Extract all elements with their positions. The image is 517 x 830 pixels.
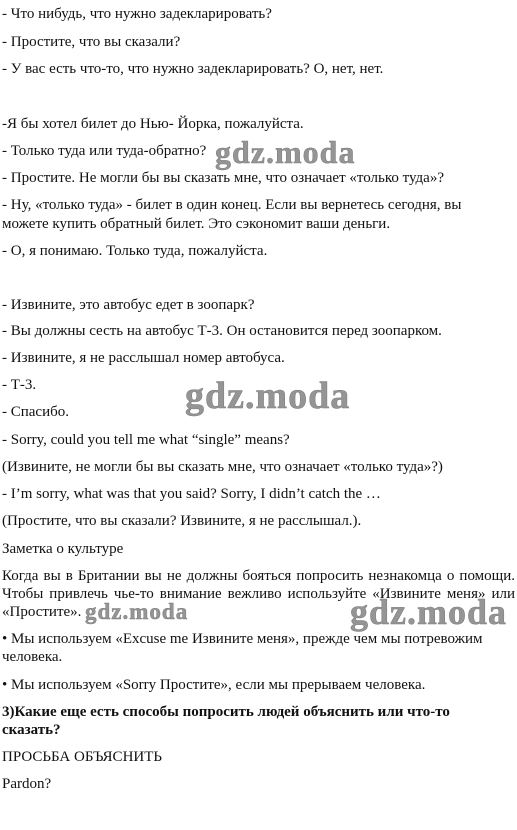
phrase-translation: (Простите, что вы сказали? Извините, я не расслышал.).	[2, 513, 362, 529]
dialogue-line: - Т-3.	[2, 377, 37, 393]
phrase-translation: (Извините, не могли бы вы сказать мне, что означает «только туда»?)	[2, 459, 443, 475]
dialogue-line: - Что нибудь, что нужно задекларировать?	[2, 6, 272, 22]
task-answer: Pardon?	[2, 776, 52, 792]
culture-note-bullet: • Мы используем «Excuse me Извините меня», прежде чем мы потревожим	[2, 631, 483, 647]
dialogue-line: -Я бы хотел билет до Нью- Йорка, пожалуйста.	[2, 116, 304, 132]
culture-note-bullet-continuation: человека.	[2, 649, 63, 665]
task-question-continuation: сказать?	[2, 722, 61, 738]
phrase-line: - I’m sorry, what was that you said? Sorry, I didn’t catch the …	[2, 486, 381, 502]
dialogue-line: - Только туда или туда-обратно?	[2, 143, 207, 159]
culture-note-line: Чтобы привлечь чье-то внимание вежливо используйте «Извините меня» или	[2, 586, 515, 602]
culture-note-title: Заметка о культуре	[2, 541, 124, 557]
dialogue-line: - Простите. Не могли бы вы сказать мне, что означает «только туда»?	[2, 170, 445, 186]
dialogue-line: - Спасибо.	[2, 404, 70, 420]
phrase-line: - Sorry, could you tell me what “single” means?	[2, 432, 290, 448]
dialogue-line: - Ну, «только туда» - билет в один конец. Если вы вернетесь сегодня, вы	[2, 197, 462, 213]
watermark: gdz.moda	[85, 599, 189, 624]
watermark: gdz.moda	[215, 134, 356, 170]
task-question: 3)Какие еще есть способы попросить людей объяснить или что-то	[2, 704, 450, 720]
watermark: gdz.moda	[185, 375, 351, 417]
dialogue-line: - У вас есть что-то, что нужно задекларировать? О, нет, нет.	[2, 61, 384, 77]
dialogue-line: - О, я понимаю. Только туда, пожалуйста.	[2, 243, 268, 259]
culture-note-line: «Простите».	[2, 604, 82, 620]
dialogue-line: - Простите, что вы сказали?	[2, 34, 181, 50]
culture-note-bullet: • Мы используем «Sorry Простите», если мы прерываем человека.	[2, 677, 426, 693]
task-heading: ПРОСЬБА ОБЪЯСНИТЬ	[2, 749, 163, 765]
dialogue-line: - Вы должны сесть на автобус Т-3. Он остановится перед зоопарком.	[2, 323, 442, 339]
dialogue-line: можете купить обратный билет. Это сэкономит ваши деньги.	[2, 216, 391, 232]
watermark: gdz.moda	[350, 592, 508, 632]
culture-note-line: Когда вы в Британии вы не должны бояться попросить незнакомца о помощи.	[2, 568, 515, 584]
dialogue-line: - Извините, это автобус едет в зоопарк?	[2, 297, 255, 313]
dialogue-line: - Извините, я не расслышал номер автобуса.	[2, 350, 285, 366]
